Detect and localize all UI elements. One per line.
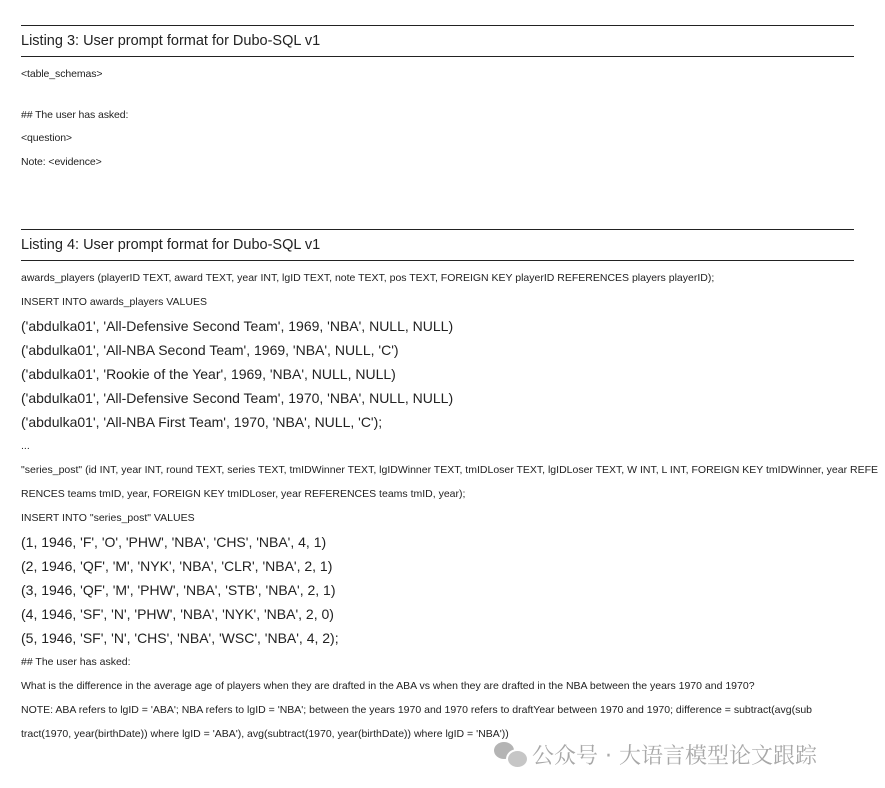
wechat-icon [494, 740, 526, 768]
value-row: ('abdulka01', 'Rookie of the Year', 1969, 'NBA', NULL, NULL) [21, 366, 396, 382]
value-row: ('abdulka01', 'All-Defensive Second Team', 1970, 'NBA', NULL, NULL) [21, 390, 454, 406]
value-row: (3, 1946, 'QF', 'M', 'PHW', 'NBA', 'STB', 'NBA', 2, 1) [21, 582, 336, 598]
caption-rule [21, 260, 854, 261]
schema-line: awards_players (playerID TEXT, award TEXT, year INT, lgID TEXT, note TEXT, pos TEXT, FOREIGN KEY playerID REFERENCES players playerID); [21, 272, 715, 284]
listing-4-header [21, 229, 854, 261]
schema-line: RENCES teams tmID, year, FOREIGN KEY tmIDLoser, year REFERENCES teams tmID, year); [21, 488, 466, 500]
schema-line: "series_post" (id INT, year INT, round TEXT, series TEXT, tmIDWinner TEXT, lgIDWinner TEXT, tmIDLoser TEXT, lgIDLoser TEXT, W INT, L INT, FOREIGN KEY tmIDWinner, year REFE [21, 464, 879, 476]
watermark-text: 公众号 · 大语言模型论文跟踪 [532, 743, 817, 769]
question-line: What is the difference in the average age of players when they are drafted in the ABA vs when they are drafted in the NBA between the years 1970 and 1970? [21, 680, 755, 692]
asked-line: ## The user has asked: [21, 656, 131, 668]
note-line: tract(1970, year(birthDate)) where lgID = 'ABA'), avg(subtract(1970, year(birthDate)) where lgID = 'NBA')) [21, 728, 509, 740]
code-line: <table_schemas> [21, 68, 103, 80]
insert-line: INSERT INTO awards_players VALUES [21, 296, 207, 308]
insert-line: INSERT INTO "series_post" VALUES [21, 512, 195, 524]
code-line: ## The user has asked: [21, 109, 129, 121]
watermark [494, 738, 817, 770]
value-row: (2, 1946, 'QF', 'M', 'NYK', 'NBA', 'CLR', 'NBA', 2, 1) [21, 558, 333, 574]
caption-rule [21, 56, 854, 57]
value-row: ('abdulka01', 'All-Defensive Second Team', 1969, 'NBA', NULL, NULL) [21, 318, 454, 334]
note-line: NOTE: ABA refers to lgID = 'ABA'; NBA refers to lgID = 'NBA'; between the years 1970 and 1970 refers to draftYear between 1970 and 1970; difference = subtract(avg(sub [21, 704, 813, 716]
value-row: (1, 1946, 'F', 'O', 'PHW', 'NBA', 'CHS', 'NBA', 4, 1) [21, 534, 327, 550]
value-row: (4, 1946, 'SF', 'N', 'PHW', 'NBA', 'NYK', 'NBA', 2, 0) [21, 606, 334, 622]
code-line: <question> [21, 132, 72, 144]
listing-3-header [21, 25, 854, 57]
listing-caption: Listing 3: User prompt format for Dubo-SQL v1 [21, 33, 321, 49]
code-line: Note: <evidence> [21, 156, 102, 168]
listing-4-code [21, 266, 879, 746]
value-row: ('abdulka01', 'All-NBA First Team', 1970, 'NBA', NULL, 'C'); [21, 414, 383, 430]
ellipsis-line: ... [21, 440, 30, 452]
listing-caption: Listing 4: User prompt format for Dubo-SQL v1 [21, 237, 321, 253]
value-row: ('abdulka01', 'All-NBA Second Team', 1969, 'NBA', NULL, 'C') [21, 342, 399, 358]
value-row: (5, 1946, 'SF', 'N', 'CHS', 'NBA', 'WSC', 'NBA', 4, 2); [21, 630, 339, 646]
